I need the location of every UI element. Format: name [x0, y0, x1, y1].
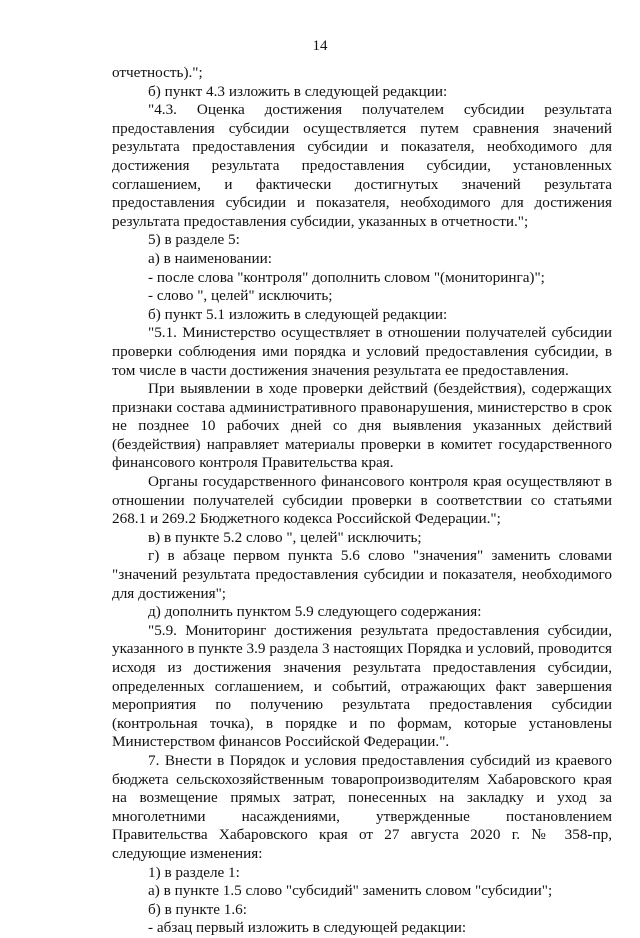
paragraph: г) в абзаце первом пункта 5.6 слово "значения" заменить словами "значений результата предоставления субсидии и показателя, необходимого для достижения"; [112, 547, 612, 602]
paragraph: отчетность)."; [112, 64, 203, 81]
paragraph: 5) в разделе 5: [148, 231, 240, 249]
paragraph: 7. Внести в Порядок и условия предоставления субсидий из краевого бюджета сельскохозяйственным товаропроизводителям Хабаровского края на возмещение прямых затрат, понесенных на закладку и уход за многолетними насаждениями, утвержденные постановлением Правительства Хабаровского края от 27 августа 2020 г. № 358-пр, следующие изменения: [112, 751, 612, 862]
paragraph: б) пункт 5.1 изложить в следующей редакции: [148, 305, 448, 323]
paragraph: "5.9. Мониторинг достижения результата предоставления субсидии, указанного в пункте 3.9 раздела 3 настоящих Порядка и условий, проводится исходя из достижения значения результата предоставления субсидии, определенных соглашением, и событий, отражающих факт завершения мероприятия по получению результата предоставления субсидии (контрольная точка), в порядке и по формам, которые установлены Министерством финансов Российской Федерации.". [112, 621, 612, 751]
paragraph: При выявлении в ходе проверки действий (бездействия), содержащих признаки состава административного правонарушения, министерство в срок не позднее 10 рабочих дней со дня выявления указанных действий (бездействия) направляет материалы проверки в комитет государственного финансового контроля Правительства края. [112, 380, 612, 472]
paragraph: б) пункт 4.3 изложить в следующей редакции: [148, 82, 448, 100]
paragraph: в) в пункте 5.2 слово ", целей" исключить; [148, 528, 422, 546]
paragraph: "4.3. Оценка достижения получателем субсидии результата предоставления субсидии осуществляется путем сравнения значений результата предоставления субсидии и показателя, необходимого для достижения результата предоставления субсидии, установленных соглашением, и фактически достигнутых значений результата предоставления субсидии и показателя, необходимого для достижения результата предоставления субсидии, указанных в отчетности."; [112, 101, 612, 230]
page-number: 14 [312, 38, 328, 54]
paragraph: а) в пункте 1.5 слово "субсидий" заменить словом "субсидии"; [148, 882, 553, 900]
paragraph: - после слова "контроля" дополнить словом "(мониторинга)"; [148, 268, 545, 286]
paragraph: Органы государственного финансового контроля края осуществляют в отношении получателей субсидии проверки в соответствии со статьями 268.1 и 269.2 Бюджетного кодекса Российской Федерации."; [112, 473, 612, 528]
paragraph: а) в наименовании: [148, 249, 272, 267]
paragraph: - абзац первый изложить в следующей редакции: [148, 919, 467, 937]
paragraph: д) дополнить пунктом 5.9 следующего содержания: [148, 603, 482, 621]
paragraph: б) в пункте 1.6: [148, 900, 247, 918]
document-body [112, 64, 612, 938]
paragraph: 1) в разделе 1: [148, 863, 240, 881]
paragraph: - слово ", целей" исключить; [148, 287, 333, 305]
paragraph: "5.1. Министерство осуществляет в отношении получателей субсидии проверки соблюдения ими порядка и условий предоставления субсидии, в том числе в части достижения значения результата ее предоставления. [112, 324, 612, 379]
